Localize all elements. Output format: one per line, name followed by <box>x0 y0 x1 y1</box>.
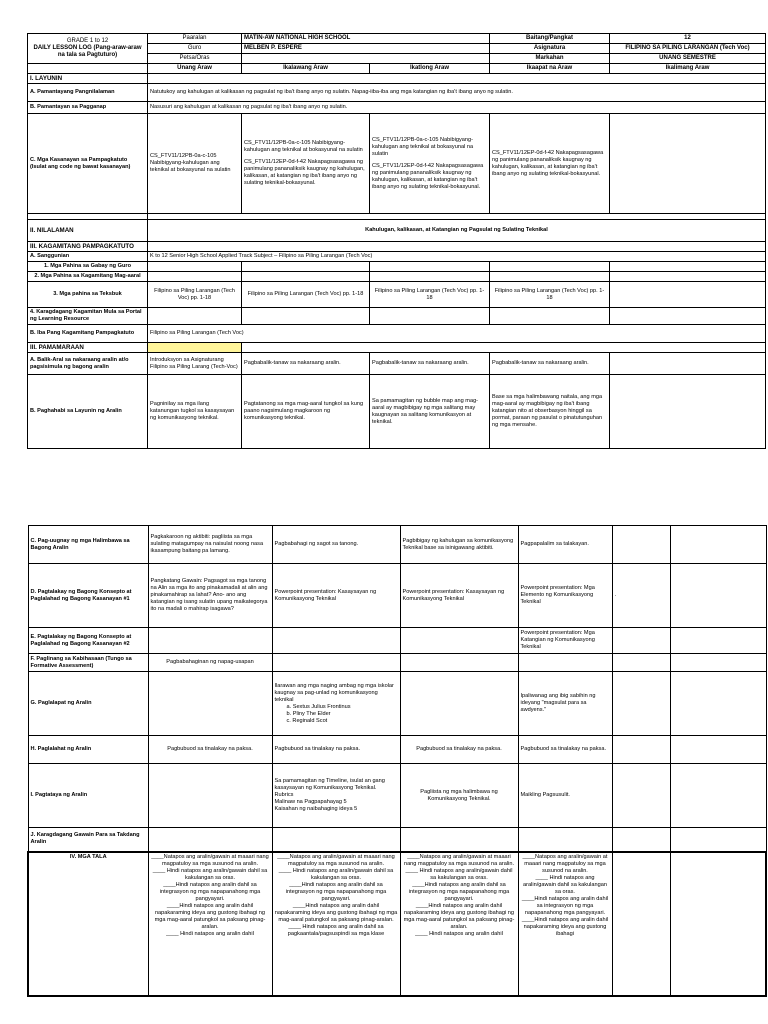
teksbuk-day2: Filipino sa Piling Larangan (Tech Voc) pp. 1-18 <box>242 282 370 308</box>
row-label-paglalahat: H. Paglalahat ng Aralin <box>28 736 148 764</box>
pag-uugnay-day3: Pagbibigay ng kahulugan sa komunikasyong Teknikal base sa isinigawang aktibiti. <box>400 526 518 564</box>
tala-day4 <box>518 852 612 996</box>
row-label-pagtalakay-1: D. Pagtalakay ng Bagong Konsepto at Paglalahad ng Bagong Kasanayan #1 <box>28 564 148 628</box>
pagtalakay-1-day2: Powerpoint presentation: Kasaysayan ng Komunikasyong Teknikal <box>272 564 400 628</box>
pagtataya-day4: Maikling Pagsusulit. <box>518 764 612 828</box>
row-label-balik-aral: A. Balik-Aral sa nakaraang aralin at/o pagsisimula ng bagong aralin <box>28 353 148 375</box>
row-label-pag-uugnay: C. Pag-uugnay ng mga Halimbawa sa Bagong Aralin <box>28 526 148 564</box>
kasanayan-day2-code2: CS_FTV11/12EP-0d-f-42 Nakapagsasagawa ng panimulang pananaliksik kaugnay ng kahulugan, kalikasan, at katangian ng iba't ibang anyo ng sulating teknikal-bokasyunal. <box>244 159 365 186</box>
tala-day2 <box>272 852 400 996</box>
balik-aral-day2: Pagbabalik-tanaw sa nakaraang aralin. <box>242 353 370 375</box>
teksbuk-day1: Filipino sa Piling Larangan (Tech Voc) pp. 1-18 <box>148 282 242 308</box>
rubric-item: Malinaw na Pagpapahayag 5 <box>274 799 347 805</box>
paghahabi-day1: Pagninilay sa mga ilang katanungan tugkol sa kasaysayan ng komunikasyong teknikal. <box>148 375 242 449</box>
list-item: ____Natapos ang aralin/gawain at maaari nang magpatuloy sa mga susunod na aralin. <box>522 853 608 874</box>
row-label-teksbuk: 3. Mga pahina sa Teksbuk <box>28 282 148 308</box>
balik-aral-day3: Pagbabalik-tanaw sa nakaraang aralin. <box>370 353 490 375</box>
pagganap-value: Nasusuri ang kahulugan at kalikasan ng pagsulat ng iba't ibang anyo ng sulatin. <box>148 102 766 114</box>
list-item: ____Hindi natapos ang aralin dahil napakaraming ideya ang gustong ibahagi ng mga mag-aaral patungkol sa paksang pinag-aralan. <box>274 902 398 923</box>
kasanayan-day1: CS_FTV11/12PB-0a-c-105 Nabibigyang-kahulugan ang teknikal at bokasyunal na sulatin <box>148 114 242 214</box>
paghahabi-day4: Base sa mga halimbawang naitala, ang mga mag-aaral ay magbibigay ng iba't ibang katangian nito at obserbasyon hinggil sa pormat, paraan ng pasulat o pinatutunguhan ng mga mensahe. <box>490 375 610 449</box>
list-item: ____Hindi natapos ang aralin dahil sa integrasyon ng mga napapanahong mga pangyayari. <box>159 881 261 902</box>
rubrics-label: Rubrics <box>274 792 294 798</box>
row-label-c-kasanayan: C. Mga Kasanayan sa Pampagkatuto (Isulat ang code ng bawat kasanayan) <box>28 114 148 214</box>
asignatura-value: FILIPINO SA PILING LARANGAN (Tech Voc) <box>610 44 766 54</box>
pag-uugnay-day1: Pagkakaroon ng aktibiti: pagliista sa mga sulating matagumpay na naisulat noong nasa ikasampung baitang pa lamang. <box>148 526 272 564</box>
pagtalakay-1-day1: Pangkatang Gawain: Pagsagot sa mga tanong na Alin sa mga ito ang pinakamadali at alin ang pinakamahirap sa lahat? Ano- ano ang katangian ng isang sulatin upang maikategorya ito na madali o mahirap isagawa? <box>148 564 272 628</box>
iba-pang-kagamitan-value: Filipino sa Piling Larangan (Tech Voc) <box>148 325 766 343</box>
section-pamamaraan: III. PAMAMARAAN <box>28 343 148 353</box>
highlighted-cell <box>148 343 242 353</box>
day-header-1: Unang Araw <box>148 64 242 74</box>
asignatura-label: Asignatura <box>490 44 610 54</box>
paglalapat-day4: Ipaliwanag ang ibig sabihin ng ideyang "magsulat para sa awdyens." <box>518 672 612 736</box>
paglalapat-day2-intro: Ilarawan ang mga naging ambag ng mga iskolar kaugnay sa pag-unlad ng komunikasyong teknikal <box>274 682 394 703</box>
markahan-label: Markahan <box>490 54 610 64</box>
list-item: ____Hindi natapos ang aralin dahil sa integrasyon ng mga napapanahong mga pangyayari. <box>521 895 609 916</box>
pag-uugnay-day2: Pagbabahagi ng sagot sa tanong. <box>272 526 400 564</box>
list-item: ____Natapos ang aralin/gawain at maaari nang magpatuloy sa mga susunod na aralin. <box>277 853 395 867</box>
pag-uugnay-day4: Pagpapalalim sa talakayan. <box>518 526 612 564</box>
pagtalakay-1-day4: Powerpoint presentation: Mga Elemento ng Komunikasyong Teknikal <box>518 564 612 628</box>
row-label-pagtalakay-2: E. Pagtalakay ng Bagong Konsepto at Paglalahad ng Bagong Kasanayan #2 <box>28 628 148 654</box>
rubric-item: Kaisahan ng naibahaging ideya 5 <box>274 806 358 812</box>
list-item: ____Hindi natapos ang aralin dahil napakaraming ideya ang gustong ibahagi ng mga mag-aaral patungkol sa paksang pinag-aralan. <box>154 902 266 930</box>
section-layunin: I. LAYUNIN <box>28 74 148 84</box>
pagtataya-day3: Pagliista ng mga halimbawa ng Komunikasyong Teknikal. <box>400 764 518 828</box>
kasanayan-day3 <box>370 114 490 214</box>
list-item: ____ Hindi natapos ang aralin/gawain dahil sa kakulangan sa oras. <box>152 867 268 881</box>
pangnilalaman-value: Natutukoy ang kahulugan at kalikasan ng pagsulat ng iba't ibang anyo ng sulatin. Napag-iiba-iba ang mga katangian ng iba't ibang anyo ng sulatin. <box>148 84 766 102</box>
nilalaman-value: Kahulugan, kalikasan, at Katangian ng Pagsulat ng Sulating Teknikal <box>148 220 766 242</box>
paglalahat-day4: Pagbubuod sa tinalakay na paksa. <box>518 736 612 764</box>
row-label-kagamitang-mag-aaral: 2. Mga Pahina sa Kagamitang Mag-aaral <box>28 272 148 282</box>
section-mga-tala: IV. MGA TALA <box>28 852 148 996</box>
list-item: a. Sextus Julius Frontinus <box>286 703 351 710</box>
balik-aral-day1: Introduksyon sa Asignaturang Filipino sa Piling Larang (Tech-Voc) <box>148 353 242 375</box>
row-label-portal: 4. Karagdagang Kagamitan Mula sa Portal ng Learning Resource <box>28 308 148 325</box>
list-item: ____ Hindi natapos ang aralin/gawain dahil sa kakulangan sa oras. <box>405 867 513 881</box>
pagtalakay-1-day5: . <box>612 564 670 628</box>
list-item: ____ Hindi natapos ang aralin/gawain dahil sa kakulangan sa oras. <box>523 874 607 895</box>
grade-label: GRADE 1 to 12 <box>66 38 109 44</box>
paglalahat-day1: Pagbubuod sa tinalakay na paksa. <box>148 736 272 764</box>
list-item: ____ Hindi natapos ang aralin dahil sa pagkaantala/pagsuspindi sa mga klase <box>287 923 385 937</box>
list-item: ____Hindi natapos ang aralin dahil sa integrasyon ng mga napapanahong mga pangyayari. <box>285 881 387 902</box>
day-header-4: Ikaapat na Araw <box>490 64 610 74</box>
list-item: ____Hindi natapos ang aralin dahil sa integrasyon ng mga napapanahong mga pangyayari. <box>408 881 510 902</box>
row-label-paghahabi: B. Paghahabi sa Layunin ng Aralin <box>28 375 148 449</box>
pagtalakay-2-day4: Powerpoint presentation: Mga Katangian ng Komunikasyong Teknikal <box>518 628 612 654</box>
list-item: ____Hindi natapos ang aralin dahil napakaraming ideya ang gustong ibahagi <box>521 916 609 937</box>
row-label-b-pagganap: B. Pamantayan sa Pagganap <box>28 102 148 114</box>
list-item: ____Hindi natapos ang aralin dahil napakaraming ideya ang gustong ibahagi ng mga mag-aaral patungkol sa paksang pinag-aralan. <box>403 902 515 930</box>
row-label-gabay-guro: 1. Mga Pahina sa Gabay ng Guro <box>28 262 148 272</box>
row-label-paglinang: F. Paglinang sa Kabihasaan (Tungo sa Formative Assessment) <box>28 654 148 672</box>
pagtalakay-1-day3: Powerpoint presentation: Kasaysayan ng Komunikasyong Teknikal <box>400 564 518 628</box>
sanggunian-value: K to 12 Senior High School Applied Track Subject – Filipino sa Piling Larangan (Tech Voc) <box>148 252 766 262</box>
day-header-2: Ikalawang Araw <box>242 64 370 74</box>
paglalahat-day2: Pagbubuod sa tinalakay na paksa. <box>272 736 400 764</box>
kasanayan-day4: CS_FTV11/12EP-0d-f-42 Nakapagsasagawa ng panimulang pananaliksik kaugnay ng kahulugan, kalikasan, at katangian ng iba't ibang anyo ng sulating teknikal-bokasyunal. <box>490 114 610 214</box>
paaralan-label: Paaralan <box>148 34 242 44</box>
list-item: ____Natapos ang aralin/gawain at maaari nang magpatuloy sa mga susunod na aralin. <box>403 853 515 867</box>
paghahabi-day2: Pagtatanong sa mga mag-aaral tungkol sa kung paano nagsimulang magkaroon ng komunikasyong teknikal. <box>242 375 370 449</box>
tala-day3 <box>400 852 518 996</box>
kasanayan-day2 <box>242 114 370 214</box>
list-item: c. Reginald Scot <box>286 717 328 724</box>
row-label-iba-pang-kagamitan: B. Iba Pang Kagamitang Pampagkatuto <box>28 325 148 343</box>
list-item: b. Pliny The Elder <box>286 710 331 717</box>
pagtataya-day2 <box>272 764 400 828</box>
guro-value: MELBEN P. ESPERE <box>242 44 490 54</box>
pagtataya-day2-intro: Sa pamamagitan ng Timeline, isulat an gang kasaysayan ng Komunikasyong Teknikal. <box>274 778 385 791</box>
baitang-value: 12 <box>610 34 766 44</box>
kasanayan-day3-code1: CS_FTV11/12PB-0a-c-105 Nabibigyang-kahulugan ang teknikal at bokasyunal na sulatin <box>372 136 474 157</box>
log-title: DAILY LESSON LOG (Pang-araw-araw na tala sa Pagtuturo) <box>33 45 142 58</box>
paglinang-day1: Pagbabahaginan ng napag-usapan <box>148 654 272 672</box>
petsa-label: Petsa/Oras <box>148 54 242 64</box>
section-nilalaman: II. NILALAMAN <box>28 220 148 242</box>
paglalahat-day3: Pagbubuod sa tinalakay na paksa. <box>400 736 518 764</box>
kasanayan-day2-code1: CS_FTV11/12PB-0a-c-105 Nabibigyang-kahulugan ang teknikal at bokasyunal na sulatin <box>244 140 363 153</box>
guro-label: Guro <box>148 44 242 54</box>
row-label-a-pangnilalaman: A. Pamantayang Pangnilalaman <box>28 84 148 102</box>
petsa-value <box>242 54 490 64</box>
balik-aral-day4: Pagbabalik-tanaw sa nakaraang aralin. <box>490 353 610 375</box>
teksbuk-day3: Filipino sa Piling Larangan (Tech Voc) pp. 1-18 <box>370 282 490 308</box>
list-item: ____ Hindi natapos ang aralin dahil <box>415 930 503 937</box>
kasanayan-day3-code2: CS_FTV11/12EP-0d-f-42 Nakapagsasagawa ng panimulang pananaliksik kaugnay ng kahulugan, kalikasan, at katangian ng iba't ibang anyo ng sulating teknikal-bokasyunal. <box>372 162 484 190</box>
day-header-blank <box>28 64 148 74</box>
tala-day1 <box>148 852 272 996</box>
scholar-list <box>275 704 398 725</box>
teksbuk-day4: Filipino sa Piling Larangan (Tech Voc) pp. 1-18 <box>490 282 610 308</box>
paghahabi-day3: Sa pamamagitan ng bubble map ang mag-aaral ay magbibigay ng mga salitang may kaugnayan sa salitang komunikasyon at teknikal. <box>370 375 490 449</box>
lesson-log-table-page-2 <box>27 525 767 997</box>
section-kagamitan: III. KAGAMITANG PAMPAGKATUTO <box>28 242 148 252</box>
list-item: ____Natapos ang aralin/gawain at maaari nang magpatuloy sa mga susunod na aralin. <box>151 853 269 867</box>
markahan-value: UNANG SEMESTRE <box>610 54 766 64</box>
day-header-5: Ikalimang Araw <box>610 64 766 74</box>
row-label-takdang-aralin: J. Karagdagang Gawain Para sa Takdang Aralin <box>28 828 148 852</box>
row-label-pagtataya: I. Pagtataya ng Aralin <box>28 764 148 828</box>
list-item: ____ Hindi natapos ang aralin/gawain dahil sa kakulangan sa oras. <box>278 867 394 881</box>
day-header-3: Ikatlong Araw <box>370 64 490 74</box>
baitang-label: Baitang/Pangkat <box>490 34 610 44</box>
row-label-sanggunian: A. Sanggunian <box>28 252 148 262</box>
header-title-cell <box>28 34 148 64</box>
paglalapat-day2 <box>272 672 400 736</box>
row-label-paglalapat: G. Paglalapat ng Aralin <box>28 672 148 736</box>
list-item: ____ Hindi natapos ang aralin dahil <box>166 930 254 937</box>
paaralan-value: MATIN-AW NATIONAL HIGH SCHOOL <box>242 34 490 44</box>
lesson-log-table-page-1 <box>27 33 766 449</box>
